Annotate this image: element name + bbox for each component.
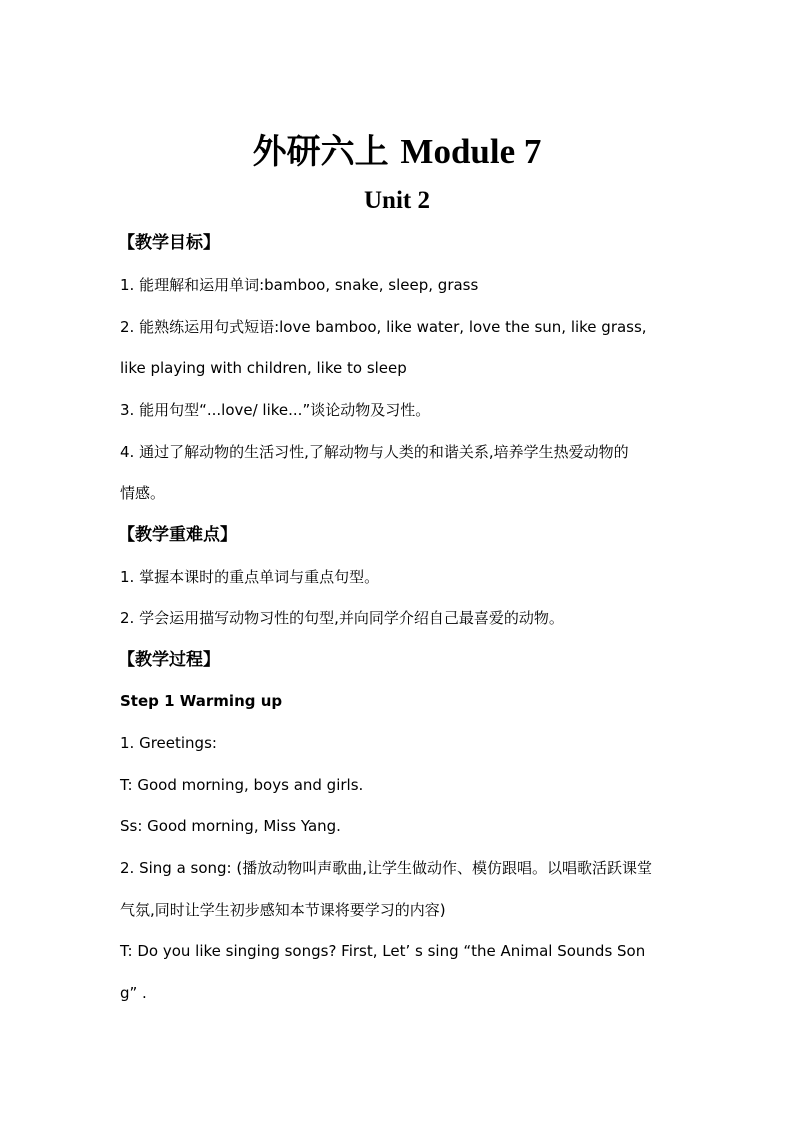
document-title (0, 128, 794, 176)
objective-item: 3. 能用句型“...love/ like...”谈论动物及习性。 (120, 401, 431, 419)
process-line: 2. Sing a song: (播放动物叫声歌曲,让学生做动作、模仿跟唱。以唱歌活跃课堂 (120, 859, 652, 877)
objective-item-continuation: like playing with children, like to sleep (120, 359, 407, 377)
title-english: Module 7 (400, 132, 542, 171)
key-point-item: 1. 掌握本课时的重点单词与重点句型。 (120, 568, 380, 586)
document-subtitle: Unit 2 (364, 187, 430, 214)
process-line: 气氛,同时让学生初步感知本节课将要学习的内容) (120, 901, 446, 919)
title-chinese: 外研六上 (252, 132, 389, 172)
process-line: Ss: Good morning, Miss Yang. (120, 817, 341, 835)
objective-item: 2. 能熟练运用句式短语:love bamboo, like water, love the sun, like grass, (120, 318, 647, 336)
section-heading-process: 【教学过程】 (118, 650, 220, 670)
section-heading-objectives: 【教学目标】 (118, 233, 220, 253)
process-line: T: Good morning, boys and girls. (120, 776, 364, 794)
process-line: g” . (120, 984, 147, 1002)
process-line: T: Do you like singing songs? First, Let’ s sing “the Animal Sounds Son (120, 942, 646, 960)
step-heading: Step 1 Warming up (120, 692, 283, 710)
objective-item: 1. 能理解和运用单词:bamboo, snake, sleep, grass (120, 276, 479, 294)
process-line: 1. Greetings: (120, 734, 217, 752)
section-heading-key-points: 【教学重难点】 (118, 525, 237, 545)
objective-item: 4. 通过了解动物的生活习性,了解动物与人类的和谐关系,培养学生热爱动物的 (120, 443, 629, 461)
key-point-item: 2. 学会运用描写动物习性的句型,并向同学介绍自己最喜爱的动物。 (120, 609, 564, 627)
objective-item-continuation: 情感。 (120, 484, 166, 502)
